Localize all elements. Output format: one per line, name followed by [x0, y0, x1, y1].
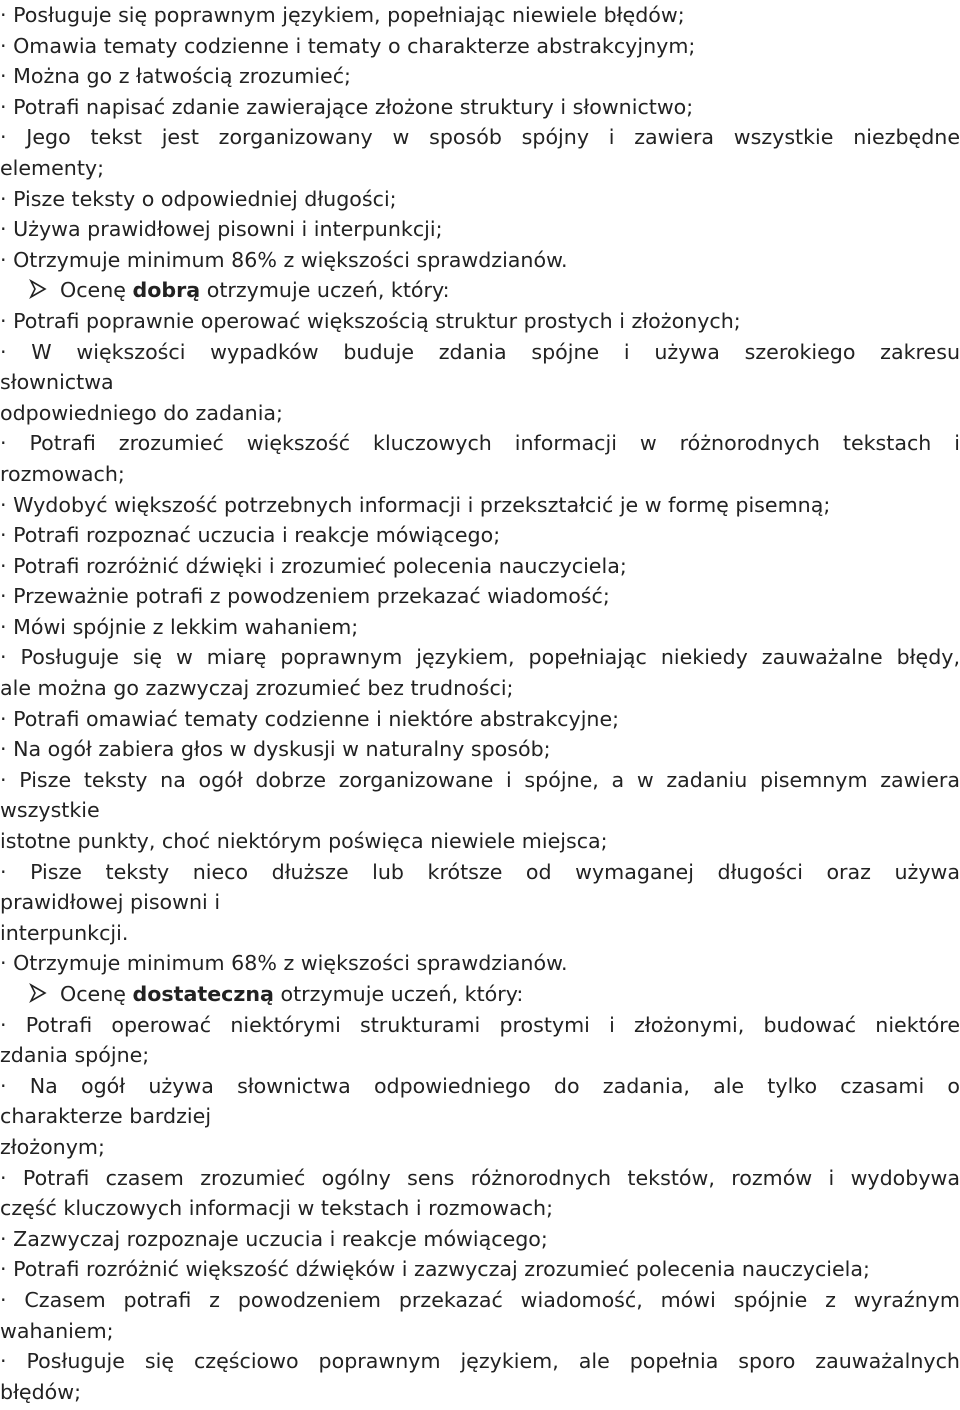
criteria-line: · Na ogół zabiera głos w dyskusji w naturalny sposób;: [0, 737, 551, 762]
criteria-line: elementy;: [0, 155, 105, 180]
criteria-line: zdania spójne;: [0, 1043, 150, 1068]
grade-section: [0, 275, 960, 979]
criteria-line: · Potrafi omawiać tematy codzienne i niektóre abstrakcyjne;: [0, 706, 620, 731]
criteria-line: · Pisze teksty o odpowiedniej długości;: [0, 186, 397, 211]
criteria-line: · Potrafi rozpoznać uczucia i reakcje mówiącego;: [0, 523, 501, 548]
criteria-line: · Pisze teksty na ogół dobrze zorganizowane i spójne, a w zadaniu pisemnym zawiera: [0, 767, 960, 792]
criteria-line: · Zazwyczaj rozpoznaje uczucia i reakcje mówiącego;: [0, 1226, 548, 1251]
criteria-line: ale można go zazwyczaj zrozumieć bez trudności;: [0, 676, 514, 701]
criteria-line: istotne punkty, choć niektórym poświęca niewiele miejsca;: [0, 829, 608, 854]
criteria-line: · Omawia tematy codzienne i tematy o charakterze abstrakcyjnym;: [0, 33, 696, 58]
criteria-line: prawidłowej pisowni i: [0, 890, 221, 915]
criteria-line: złożonym;: [0, 1134, 105, 1159]
criteria-line: rozmowach;: [0, 461, 125, 486]
criteria-line: interpunkcji.: [0, 920, 129, 945]
criteria-line: · Potrafi rozróżnić większość dźwięków i zazwyczaj zrozumieć polecenia nauczyciela;: [0, 1257, 870, 1282]
criteria-line: · Pisze teksty nieco dłuższe lub krótsze od wymaganej długości oraz używa: [0, 859, 960, 884]
grade-heading: [0, 275, 960, 306]
arrowhead-bullet-icon: [28, 983, 48, 1003]
criteria-line: · Potrafi napisać zdanie zawierające złożone struktury i słownictwo;: [0, 94, 694, 119]
criteria-line: słownictwa: [0, 370, 114, 395]
grade-section: [0, 0, 960, 275]
criteria-line: · Posługuje się częściowo poprawnym językiem, ale popełnia sporo zauważalnych: [0, 1349, 960, 1374]
criteria-line: · Otrzymuje minimum 86% z większości sprawdzianów.: [0, 247, 568, 272]
grade-heading-suffix: otrzymuje uczeń, który:: [200, 278, 450, 303]
criteria-line: · Można go z łatwością zrozumieć;: [0, 64, 351, 89]
criteria-line: · Posługuje się w miarę poprawnym językiem, popełniając niekiedy zauważalne błędy,: [0, 645, 960, 670]
criteria-line: · W większości wypadków buduje zdania spójne i używa szerokiego zakresu: [0, 339, 960, 364]
criteria-line: błędów;: [0, 1379, 82, 1404]
criteria-line: · Jego tekst jest zorganizowany w sposób spójny i zawiera wszystkie niezbędne: [0, 125, 960, 150]
arrowhead-bullet-icon: [28, 279, 48, 299]
criteria-line: · Potrafi zrozumieć większość kluczowych informacji w różnorodnych tekstach i: [0, 431, 960, 456]
criteria-line: · Na ogół używa słownictwa odpowiedniego do zadania, ale tylko czasami o: [0, 1073, 960, 1098]
grade-heading: [0, 979, 960, 1010]
grade-section: [0, 979, 960, 1407]
criteria-line: · Przeważnie potrafi z powodzeniem przekazać wiadomość;: [0, 584, 610, 609]
grade-name: dobrą: [132, 278, 201, 303]
grade-name: dostateczną: [132, 982, 274, 1006]
criteria-line: · Potrafi czasem zrozumieć ogólny sens różnorodnych tekstów, rozmów i wydobywa: [0, 1165, 960, 1190]
criteria-line: · Używa prawidłowej pisowni i interpunkcji;: [0, 217, 443, 242]
criteria-line: · Potrafi rozróżnić dźwięki i zrozumieć polecenia nauczyciela;: [0, 553, 627, 578]
criteria-line: · Otrzymuje minimum 68% z większości sprawdzianów.: [0, 951, 568, 976]
grade-heading-prefix: Ocenę: [60, 278, 133, 303]
criteria-line: · Wydobyć większość potrzebnych informacji i przekształcić je w formę pisemną;: [0, 492, 831, 517]
grade-heading-suffix: otrzymuje uczeń, który:: [273, 982, 524, 1006]
grade-heading-prefix: Ocenę: [60, 982, 133, 1006]
criteria-line: · Posługuje się poprawnym językiem, popełniając niewiele błędów;: [0, 3, 685, 27]
criteria-line: odpowiedniego do zadania;: [0, 400, 283, 425]
criteria-line: wszystkie: [0, 798, 100, 823]
criteria-line: · Mówi spójnie z lekkim wahaniem;: [0, 614, 359, 639]
criteria-line: · Potrafi operować niektórymi strukturami prostymi i złożonymi, budować niektóre: [0, 1012, 960, 1037]
criteria-line: · Potrafi poprawnie operować większością struktur prostych i złożonych;: [0, 308, 741, 333]
criteria-line: charakterze bardziej: [0, 1104, 212, 1129]
criteria-line: część kluczowych informacji w tekstach i rozmowach;: [0, 1196, 554, 1221]
criteria-line: wahaniem;: [0, 1318, 114, 1343]
criteria-line: · Czasem potrafi z powodzeniem przekazać wiadomość, mówi spójnie z wyraźnym: [0, 1287, 960, 1312]
